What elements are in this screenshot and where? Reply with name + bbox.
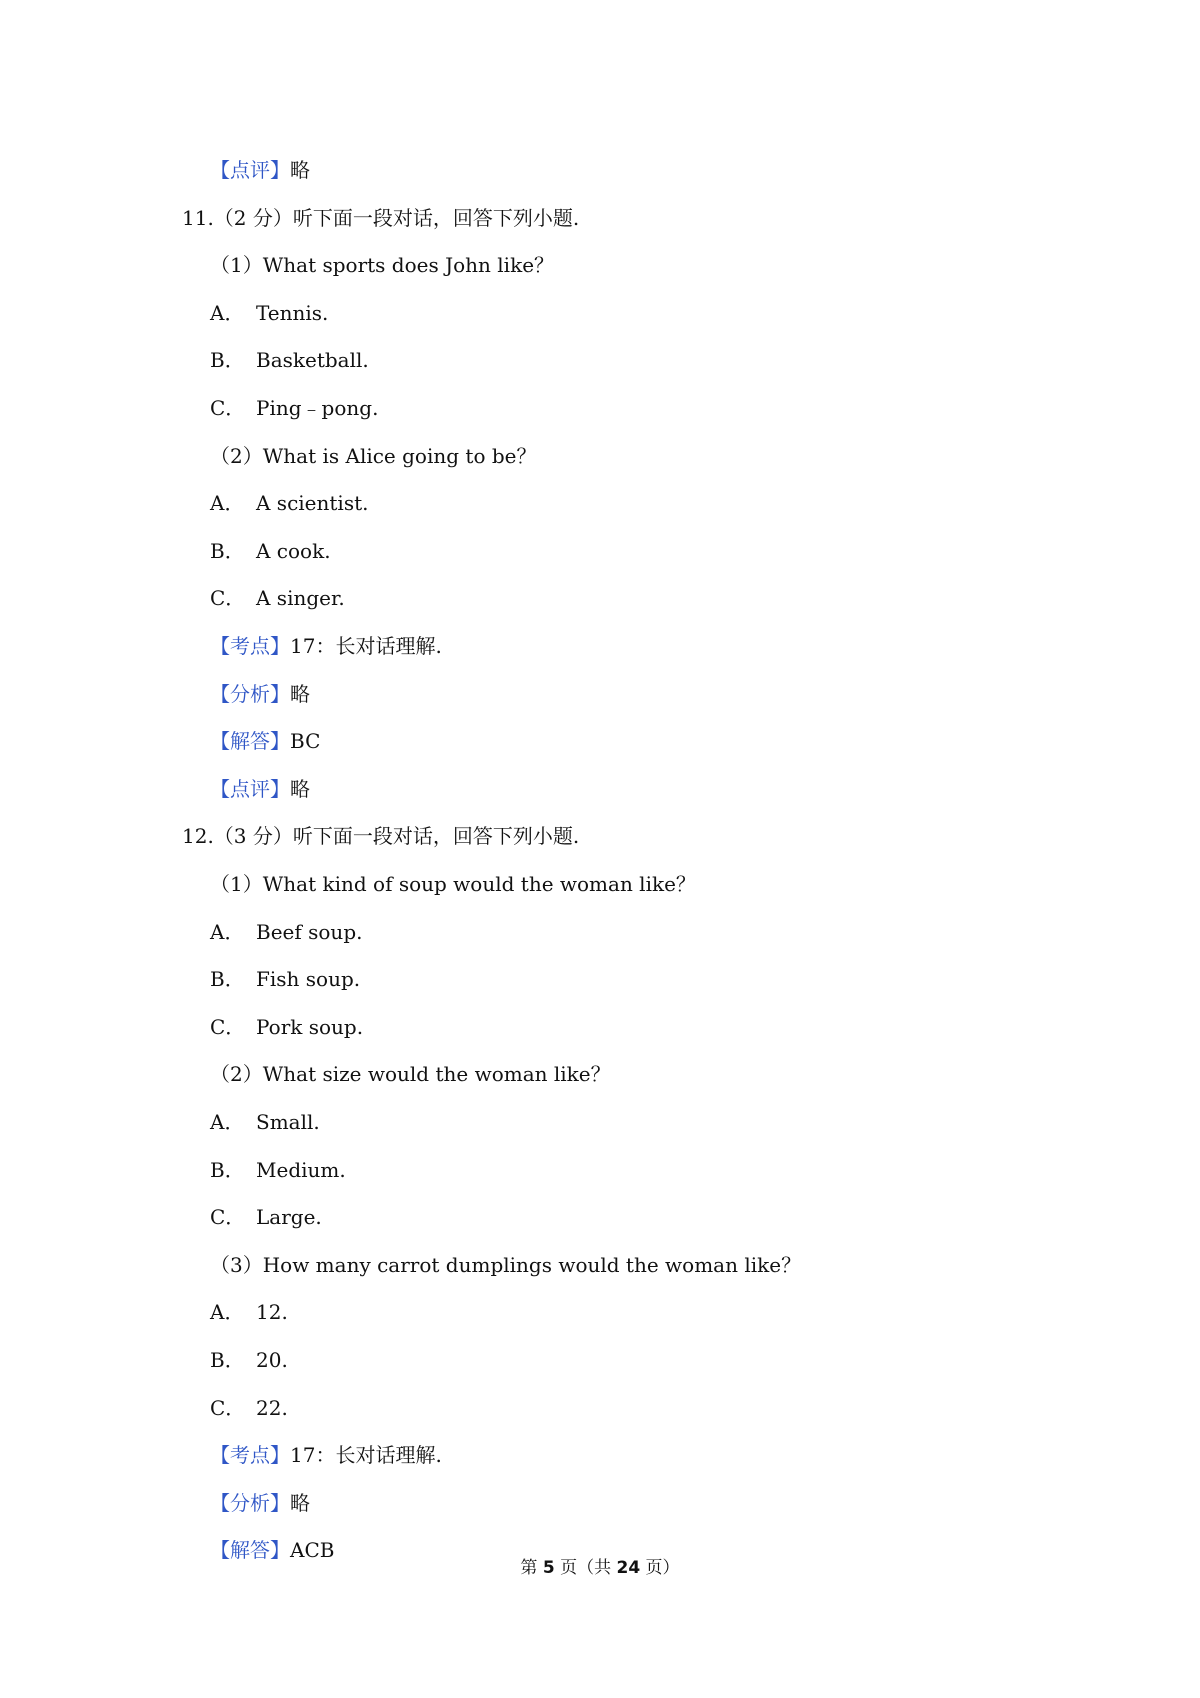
option-letter: C． (210, 1205, 246, 1230)
option-text: Ping﹣pong. (256, 396, 379, 420)
option-text: 20. (256, 1348, 288, 1372)
option-letter: A． (210, 1110, 245, 1134)
annotation-line (210, 157, 310, 183)
option-letter: C． (210, 1014, 246, 1039)
annotation-value: 略 (290, 1490, 310, 1515)
annotation-line (210, 1442, 442, 1468)
annotation-line (210, 633, 442, 659)
answer-option (210, 1299, 288, 1325)
footer-suffix: 页） (640, 1558, 680, 1578)
page-footer (0, 1557, 1200, 1579)
annotation-value: 略 (290, 681, 310, 706)
option-letter: B． (210, 538, 245, 563)
annotation-line (210, 681, 310, 707)
option-text: Tennis. (256, 300, 329, 325)
answer-option (210, 1204, 322, 1230)
sub-question: （1）What sports does John like？ (210, 253, 555, 278)
option-letter: B． (210, 1348, 245, 1372)
annotation-label: 【解答】 (210, 1538, 290, 1563)
sub-question: （2）What is Alice going to be？ (210, 443, 537, 468)
option-letter: B． (210, 967, 245, 992)
answer-option (210, 490, 368, 516)
answer-option (210, 300, 328, 326)
answer-option (210, 1395, 288, 1421)
sub-question: （2）What size would the woman like？ (210, 1062, 611, 1087)
annotation-label: 【考点】 (210, 1443, 290, 1468)
option-text: 22. (256, 1395, 288, 1420)
footer-page-number: 5 (542, 1558, 555, 1578)
annotation-value: 17：长对话理解. (290, 634, 442, 658)
option-text: Beef soup. (256, 919, 363, 944)
annotation-label: 【考点】 (210, 634, 290, 658)
footer-prefix: 第 (520, 1558, 543, 1578)
answer-option (210, 1157, 346, 1183)
option-text: A scientist. (256, 491, 369, 516)
answer-option (210, 347, 369, 373)
option-text: Small. (256, 1110, 320, 1134)
answer-option (210, 585, 345, 611)
question-heading: 12.（3 分）听下面一段对话，回答下列小题. (182, 824, 580, 849)
option-text: Large. (256, 1205, 322, 1230)
answer-option (210, 395, 378, 421)
option-letter: B． (210, 1157, 245, 1182)
sub-question: （1）What kind of soup would the woman like？ (210, 872, 696, 896)
option-letter: C． (210, 586, 246, 611)
annotation-line (210, 1490, 310, 1516)
annotation-label: 【分析】 (210, 1490, 290, 1515)
answer-option (210, 1347, 288, 1373)
answer-option (210, 919, 362, 945)
answer-option (210, 1014, 363, 1040)
option-text: Basketball. (256, 348, 369, 373)
annotation-value: BC (290, 729, 321, 754)
annotation-label: 【点评】 (210, 158, 290, 182)
footer-middle: 页（共 (554, 1558, 617, 1578)
annotation-label: 【点评】 (210, 776, 290, 801)
question-heading: 11.（2 分）听下面一段对话，回答下列小题. (182, 205, 580, 230)
annotation-value: 17：长对话理解. (290, 1443, 442, 1468)
annotation-line (210, 1537, 334, 1563)
sub-question: （3）How many carrot dumplings would the woman like？ (210, 1252, 802, 1277)
annotation-value: ACB (290, 1538, 335, 1563)
footer-total-pages: 24 (616, 1558, 641, 1578)
option-letter: A． (210, 491, 245, 516)
annotation-label: 【解答】 (210, 729, 290, 754)
option-text: A singer. (256, 586, 345, 611)
option-text: Fish soup. (256, 967, 361, 992)
option-text: Pork soup. (256, 1014, 364, 1039)
answer-option (210, 538, 331, 564)
annotation-line (210, 776, 310, 802)
option-text: A cook. (256, 538, 331, 563)
option-letter: A． (210, 300, 245, 325)
option-text: Medium. (256, 1157, 346, 1182)
option-letter: A． (210, 919, 245, 944)
annotation-line (210, 728, 320, 754)
annotation-value: 略 (290, 158, 310, 182)
option-text: 12. (256, 1300, 288, 1325)
option-letter: A． (210, 1300, 245, 1325)
answer-option (210, 1109, 320, 1135)
option-letter: B． (210, 348, 245, 373)
option-letter: C． (210, 396, 246, 420)
annotation-value: 略 (290, 776, 310, 801)
annotation-label: 【分析】 (210, 681, 290, 706)
answer-option (210, 966, 360, 992)
option-letter: C． (210, 1395, 246, 1420)
